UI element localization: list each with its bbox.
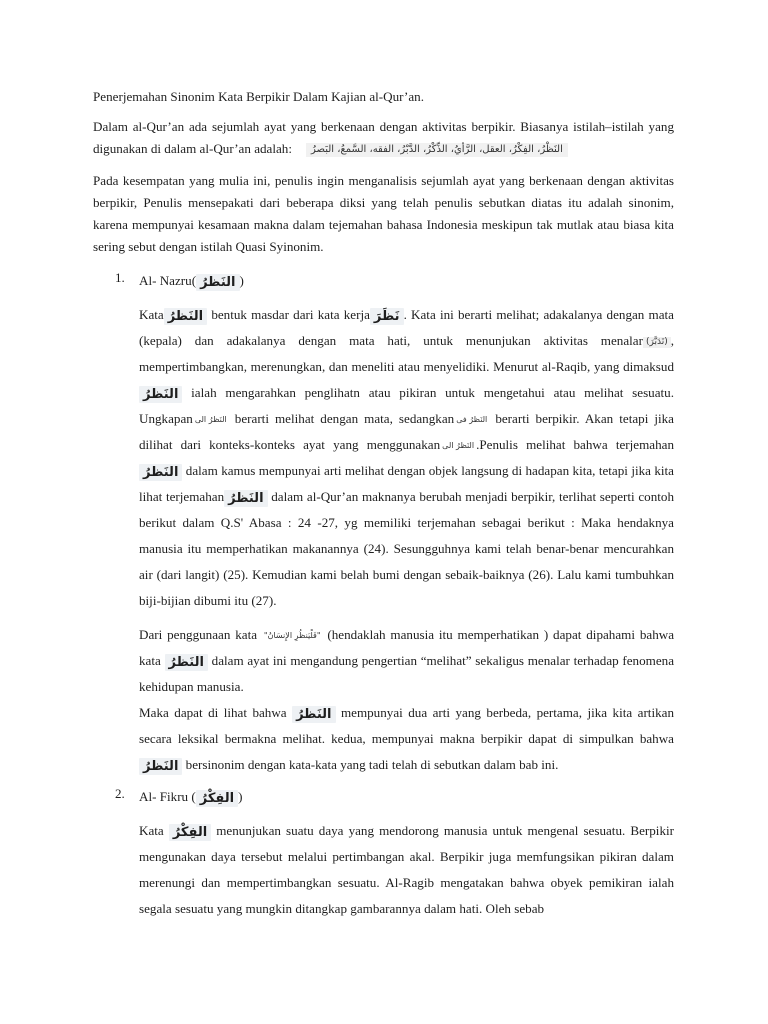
arabic-terms-list: النَظْرُ، الفِكْرُ، العقل، الرَّأيُ، الذِّكْرُ، الدَّبْرُ، الفقه، السَّمعُ، البَصرُ [306, 143, 568, 157]
text-run: bersinonim dengan kata-kata yang tadi telah di sebutkan dalam bab ini. [182, 757, 559, 772]
intro-paragraph [93, 116, 674, 160]
arabic-word: النَظرُ [164, 308, 207, 325]
arabic-word: الفِكْرُ [169, 824, 211, 841]
arabic-word: النَظرُ الى [442, 441, 475, 450]
text-run: dalam al-Qur’an maknanya berubah menjadi berpikir, terlihat seperti contoh berikut dalam Q.S' Abasa : 24 -27, yg memiliki terjemahan sebagai berikut : Maka hendaknya manusia itu memperhatikan makanannya (24). Sesungguhnya kami telah benar-benar mencurahkan air (dari langit) (25). Kemudian kami belah bumi dengan sebaik-baiknya (26). Lalu kami tumbuhkan biji-bijian dibumi itu (27). [139, 489, 674, 608]
item-heading-label: Al- Nazru [139, 273, 192, 288]
text-run: berarti berpikir. Akan tetapi jika dilihat dari konteks-konteks ayat yang menggunakan [139, 411, 674, 452]
list-number: 1. [115, 270, 125, 285]
item-paragraph [139, 700, 674, 778]
text-run: dalam ayat ini mengandung pengertian “melihat” sekaligus menalar terhadap fenomena kehidupan manusia. [139, 653, 675, 694]
text-run: mempunyai dua arti yang berbeda, pertama, jika kita artikan secara leksikal bermakna melihat. kedua, mempunyai makna berpikir dapat di simpulkan bahwa [139, 705, 674, 746]
arabic-word: الفِكْرُ [196, 790, 238, 807]
item-heading: Al- Nazru( النَظرُ ) [139, 273, 244, 290]
item-paragraph [139, 622, 674, 700]
text-run: ialah mengarahkan penglihatn atau pikiran untuk mengetahui atau melihat sesuatu. Ungkapan [139, 385, 674, 426]
arabic-word: النَظرُ [224, 490, 267, 507]
synonym-list [93, 270, 674, 922]
intro-text: Dalam al-Qur’an ada sejumlah ayat yang berkenaan dengan aktivitas berpikir. Biasanya istilah–istilah yang digunakan di dalam al-Qur’an adalah: [93, 119, 674, 156]
text-run: (hendaklah manusia itu memperhatikan ) dapat dipahami bahwa kata [139, 627, 675, 668]
text-run: Kata [139, 823, 164, 838]
text-run: , mempertimbangkan, merenungkan, dan meneliti atau menyelidiki. Menurut al-Raqib, yang dimaksud [139, 333, 674, 374]
arabic-word: النَظرُ [139, 758, 182, 775]
arabic-phrase: "فَلْيَنظُرِ الإِنسَانُ" [263, 631, 321, 640]
item-paragraph [139, 818, 674, 922]
text-run: dalam kamus mempunyai arti melihat dengan objek langsung di hadapan kita, tetapi jika kita lihat terjemahan [139, 463, 674, 504]
arabic-word: النَظرُ [139, 386, 182, 403]
arabic-word: (تَدَبَّرَ) [643, 337, 671, 348]
item-heading-label: Al- Fikru [139, 789, 189, 804]
text-run: Dari penggunaan kata [139, 627, 258, 642]
text-run: . Kata ini berarti melihat; adakalanya dengan mata (kepala) dan adakalanya dengan mata hati, untuk menunjukan aktivitas menalar [139, 307, 674, 348]
text-run: bentuk masdar dari kata kerja [207, 307, 370, 322]
text-run: menunjukan suatu daya yang mendorong manusia untuk mengenal sesuatu. Berpikir mengunakan daya tersebut melalui pertimbangan akal. Berpikir juga memfungsikan pikiran dalam merenungi dan mempertimbangkan sesuatu. Al-Ragib mengatakan bahwa obyek pemikiran ialah segala sesuatu yang mungkin ditangkap gambarannya dalam hati. Oleh sebab [139, 823, 674, 916]
arabic-word: النَظرُ [292, 706, 335, 723]
list-item-al-fikru [93, 786, 674, 922]
context-paragraph: Pada kesempatan yang mulia ini, penulis ingin menganalisis sejumlah ayat yang berkenaan dengan aktivitas berpikir, Penulis mensepakati dari beberapa diksi yang telah penulis sebutkan diatas itu adalah sinonim, karena mempunyai kesamaan makna dalam tejemahan bahasa Indonesia meskipun tak mutlak atau biasa kita sering sebut dengan istilah Quasi Syinonim. [93, 173, 674, 254]
text-run: Kata [139, 307, 164, 322]
item-paragraph [139, 302, 674, 614]
arabic-word: النَظرُ [196, 274, 239, 291]
document-title: Penerjemahan Sinonim Kata Berpikir Dalam Kajian al-Qur’an. [93, 89, 424, 104]
arabic-word: النَظرُ الى [194, 415, 227, 424]
text-run: Maka dapat di lihat bahwa [139, 705, 287, 720]
arabic-word: النَظرُ [139, 464, 182, 481]
item-heading: Al- Fikru ( الفِكْرُ ) [139, 789, 243, 806]
arabic-word: نَظَرَ [370, 308, 404, 325]
list-number: 2. [115, 786, 125, 801]
text-run: berarti melihat dengan mata, sedangkan [228, 411, 455, 426]
text-run: .Penulis melihat bahwa terjemahan [476, 437, 674, 452]
list-item-al-nazru [93, 270, 674, 778]
arabic-word: النَظرُ [165, 654, 208, 671]
arabic-word: النَظرُ فى [456, 415, 488, 424]
